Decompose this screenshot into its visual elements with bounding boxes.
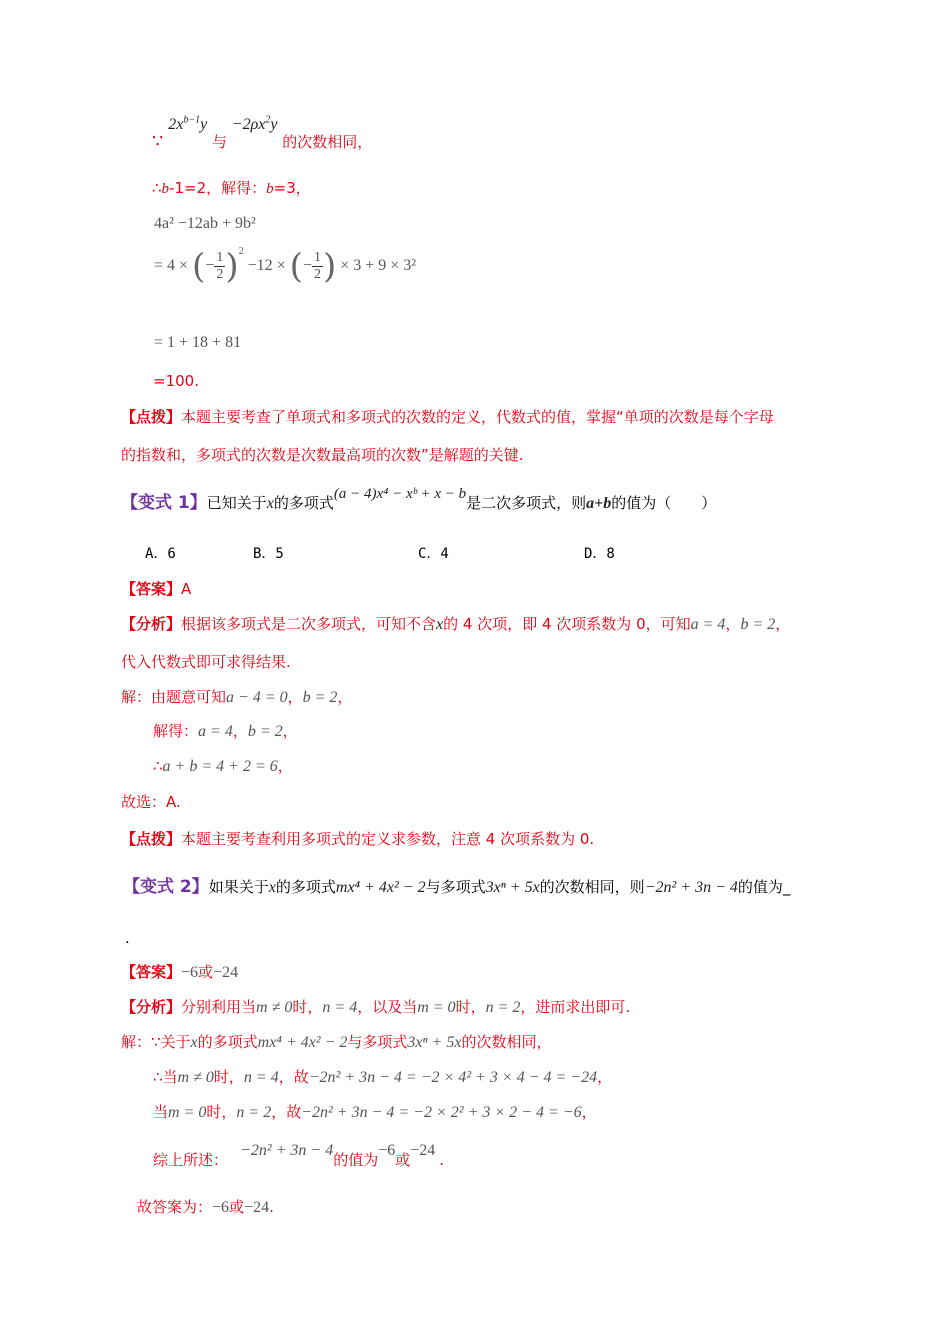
- solve-b-line: ∴b-1=2，解得：b=3，: [152, 179, 311, 197]
- variant-1-tip: 【点拨】本题主要考查利用多项式的定义求参数，注意 4 次项系数为 0.: [121, 830, 595, 848]
- option-c[interactable]: C．4: [418, 546, 449, 562]
- variant-2-question: 【变式 2】如果关于x的多项式mx⁴ + 4x² − 2与多项式3xⁿ + 5x的次数相同，则−2n² + 3n − 4的值为_: [123, 877, 791, 897]
- option-a[interactable]: A．6: [145, 546, 176, 562]
- variant-1-solution-3: ∴a + b = 4 + 2 = 6，: [153, 757, 293, 775]
- variant-1-polynomial: (a − 4)x⁴ − xᵇ + x − b: [333, 486, 467, 502]
- monomial-2: $-2\rho x^2y$: [231, 114, 278, 133]
- because-line: [152, 114, 373, 152]
- calc-sum: = 1 + 18 + 81: [154, 334, 242, 351]
- variant-2-solution-3: 当m = 0时，n = 2，故−2n² + 3n − 4 = −2 × 2² + 3 × 2 − 4 = −6，: [153, 1103, 597, 1121]
- variant-1-question: 【变式 1】已知关于x的多项式(a − 4)x⁴ − xᵇ + x − b是二次多项式，则a+b的值为（ ）: [121, 486, 717, 513]
- option-d[interactable]: D．8: [584, 546, 615, 562]
- variant-2-final-answer: 故答案为：−6或−24.: [137, 1198, 274, 1216]
- variant-1-label: 【变式 1】: [121, 493, 207, 513]
- variant-2-label: 【变式 2】: [123, 877, 209, 897]
- variant-1-answer: 【答案】A: [121, 580, 192, 598]
- calc-substitution: = 4 × (− $\frac{1}{2}$ )$^2$ −12 × (− $\frac{1}{2}$ ) × 3 + 9 × 3²: [154, 245, 417, 287]
- calc-result: =100.: [153, 372, 199, 390]
- variant-1-solution-1: 解：由题意可知a − 4 = 0，b = 2，: [121, 688, 353, 706]
- tip-1-line-2: 的指数和，多项式的次数是次数最高项的次数”是解题的关键.: [121, 446, 524, 464]
- option-b[interactable]: B．5: [253, 546, 284, 562]
- because-symbol: ∵: [152, 131, 164, 152]
- same-degree-text: 的次数相同，: [282, 133, 373, 151]
- variant-1-analysis-line-2: 代入代数式即可求得结果.: [121, 653, 291, 671]
- variant-1-choose: 故选：A.: [121, 793, 181, 811]
- variant-2-summary: 综上所述：−2n² + 3n − 4的值为−6或−24.: [153, 1142, 445, 1169]
- monomial-1: $2x^{b-1}y$: [168, 114, 208, 133]
- variant-1-options: [145, 543, 615, 564]
- conjunction: 与: [211, 133, 227, 151]
- variant-1-solution-2: 解得：a = 4，b = 2，: [153, 722, 298, 740]
- tip-1-line-1: 【点拨】本题主要考查了单项式和多项式的次数的定义，代数式的值，掌握“单项的次数是每个字母: [121, 408, 774, 426]
- variant-2-answer: 【答案】−6或−24: [121, 963, 239, 981]
- variant-2-solution-1: 解：∵关于x的多项式mx⁴ + 4x² − 2与多项式3xⁿ + 5x的次数相同，: [121, 1033, 552, 1051]
- variant-2-analysis: 【分析】分别利用当m ≠ 0时，n = 4，以及当m = 0时，n = 2，进而求出即可.: [121, 998, 631, 1016]
- variant-1-analysis-line-1: 【分析】根据该多项式是二次多项式，可知不含x的 4 次项，即 4 次项系数为 0，可知a = 4，b = 2，: [121, 615, 791, 633]
- variant-2-solution-2: ∴当m ≠ 0时，n = 4，故−2n² + 3n − 4 = −2 × 4² + 3 × 4 − 4 = −24，: [153, 1068, 613, 1086]
- calc-expression: 4a² −12ab + 9b²: [154, 215, 256, 232]
- variant-2-blank-dot: .: [125, 929, 130, 947]
